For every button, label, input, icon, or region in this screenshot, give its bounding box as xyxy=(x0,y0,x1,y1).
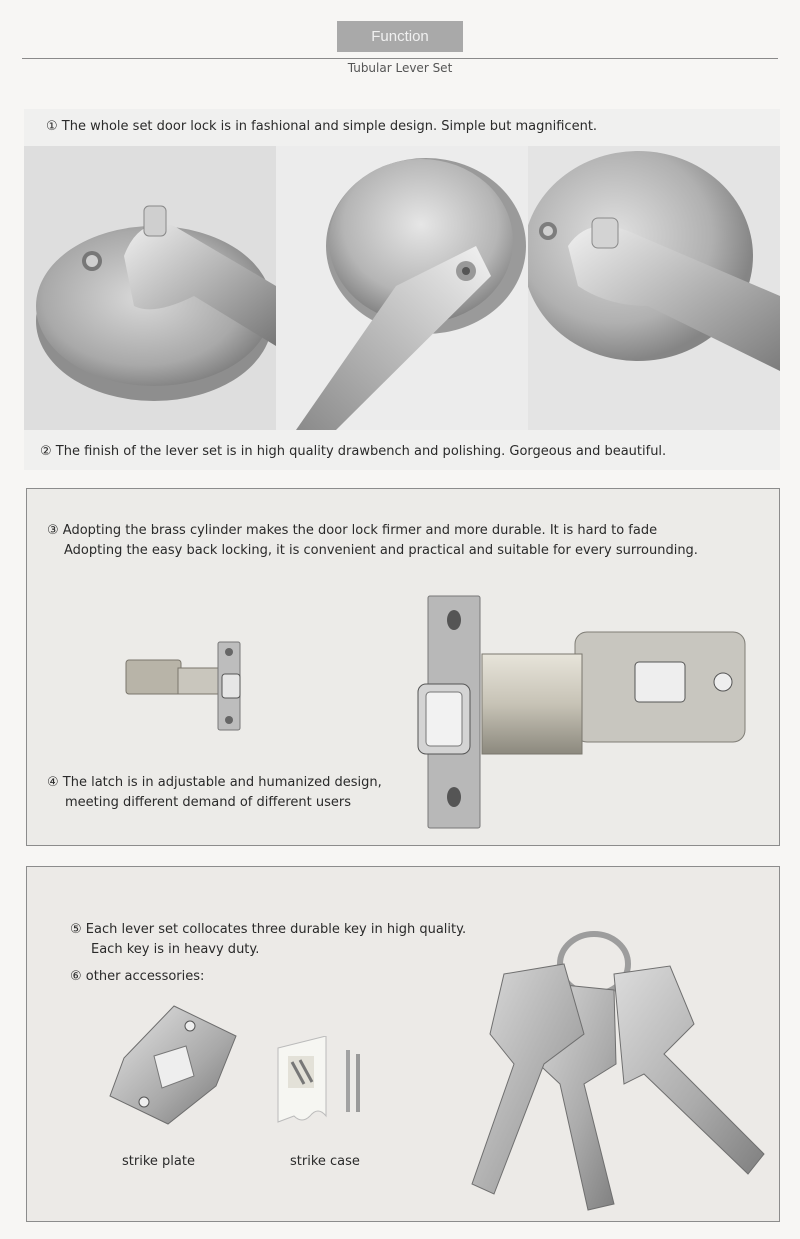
point-4-line-1: ④ The latch is in adjustable and humanized design, xyxy=(47,775,382,790)
point-3-line-1: ③ Adopting the brass cylinder makes the door lock firmer and more durable. It is hard to fade xyxy=(47,523,658,538)
strike-plate-image xyxy=(104,1002,244,1132)
page-subtitle: Tubular Lever Set xyxy=(347,61,453,75)
point-5-line-1: ⑤ Each lever set collocates three durable key in high quality. xyxy=(70,922,467,937)
point-1-text: ① The whole set door lock is in fashional and simple design. Simple but magnificent. xyxy=(46,119,598,134)
point-6-text: ⑥ other accessories: xyxy=(70,969,205,984)
strike-plate-caption: strike plate xyxy=(122,1154,195,1169)
strike-case-image xyxy=(274,1036,374,1132)
latch-small-image xyxy=(118,636,252,736)
latch-large-image xyxy=(410,592,750,836)
point-3-line-2: Adopting the easy back locking, it is convenient and practical and suitable for every surrounding. xyxy=(64,543,698,558)
point-5-line-2: Each key is in heavy duty. xyxy=(91,942,260,957)
keys-image xyxy=(464,924,780,1220)
strike-case-caption: strike case xyxy=(290,1154,360,1169)
point-2-text: ② The finish of the lever set is in high quality drawbench and polishing. Gorgeous and beautiful. xyxy=(40,444,667,459)
function-tab: Function xyxy=(337,21,463,52)
header-divider xyxy=(22,58,778,59)
point-4-line-2: meeting different demand of different users xyxy=(65,795,351,810)
lever-photo-3 xyxy=(528,146,780,430)
lever-photo-1 xyxy=(24,146,276,430)
lever-photo-2 xyxy=(276,146,528,430)
